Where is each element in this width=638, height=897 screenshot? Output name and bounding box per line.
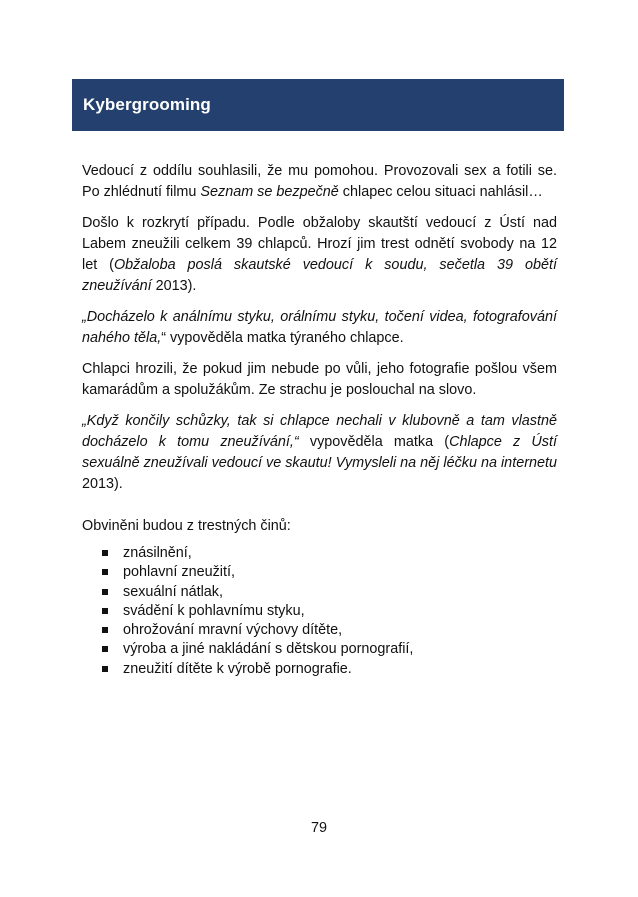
square-bullet-icon xyxy=(102,627,108,633)
list-item xyxy=(82,583,557,602)
page-number: 79 xyxy=(310,820,327,836)
list-item xyxy=(82,544,557,563)
paragraph-2 xyxy=(82,213,557,297)
paragraph-1-film-title: Seznam se bezpečně xyxy=(200,184,339,200)
paragraph-5-quote: „Když končily schůzky, tak si chlapce nechali v klubovně a tam vlastně docházelo k tomu zneužívání,“ xyxy=(82,413,557,450)
paragraph-1-text-a: Vedoucí z oddílu souhlasili, že mu pomohou. Provozovali sex a fotili se. Po zhlédnutí filmu xyxy=(82,163,557,200)
list-item-label: zneužití dítěte k výrobě pornografie. xyxy=(123,660,352,677)
section-title: Kybergrooming xyxy=(83,95,211,114)
square-bullet-icon xyxy=(102,589,108,595)
paragraph-5 xyxy=(82,411,557,495)
paragraph-3-quote: „Docházelo k análnímu styku, orálnímu styku, točení videa, fotografování nahého těla, xyxy=(82,309,557,346)
list-item xyxy=(82,621,557,640)
list-item-label: pohlavní zneužití, xyxy=(123,564,235,581)
paragraph-2-text-c: 2013). xyxy=(151,278,197,294)
list-item xyxy=(82,602,557,621)
list-item xyxy=(82,640,557,659)
list-item-label: svádění k pohlavnímu styku, xyxy=(123,602,305,619)
paragraph-1 xyxy=(82,161,557,203)
paragraph-1-text-c: chlapec celou situaci nahlásil… xyxy=(338,184,543,200)
section-banner xyxy=(72,79,564,131)
charges-list xyxy=(82,544,557,679)
list-item xyxy=(82,660,557,679)
paragraph-3 xyxy=(82,307,557,349)
paragraph-4-text: Chlapci hrozili, že pokud jim nebude po vůli, jeho fotografie pošlou všem kamarádům a spolužákům. Ze strachu je poslouchal na slovo. xyxy=(82,361,557,398)
square-bullet-icon xyxy=(102,550,108,556)
list-item-label: ohrožování mravní výchovy dítěte, xyxy=(123,622,343,639)
list-item xyxy=(82,563,557,582)
paragraph-5-text-b: vypověděla matka ( xyxy=(298,434,450,450)
paragraph-5-citation: Chlapce z Ústí sexuálně zneužívali vedoucí ve skautu! Vymysleli na něj léčku na internetu xyxy=(82,434,558,471)
paragraph-5-text-d: 2013). xyxy=(82,476,123,492)
paragraph-3-text-b: “ vypověděla matka týraného chlapce. xyxy=(161,330,404,346)
paragraph-2-citation: Obžaloba poslá skautské vedoucí k soudu, sečetla 39 obětí zneužívání xyxy=(82,257,557,294)
charges-intro: Obviněni budou z trestných činů: xyxy=(82,518,291,534)
paragraph-4 xyxy=(82,359,557,401)
square-bullet-icon xyxy=(102,569,108,575)
square-bullet-icon xyxy=(102,646,108,652)
square-bullet-icon xyxy=(102,608,108,614)
list-item-label: sexuální nátlak, xyxy=(123,583,223,600)
list-item-label: výroba a jiné nakládání s dětskou pornografií, xyxy=(123,641,414,658)
square-bullet-icon xyxy=(102,666,108,672)
body-text xyxy=(82,161,557,679)
paragraph-2-text-a: Došlo k rozkrytí případu. Podle obžaloby skautští vedoucí z Ústí nad Labem zneužili celkem 39 chlapců. Hrozí jim trest odnětí svobody na 12 let ( xyxy=(82,215,557,273)
list-item-label: znásilnění, xyxy=(123,545,192,561)
